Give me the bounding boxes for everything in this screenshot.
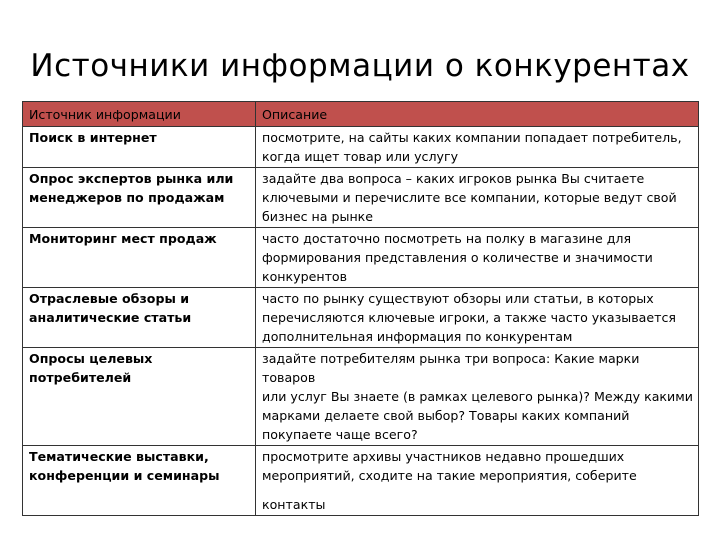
header-description — [256, 102, 699, 127]
slide-title: Источники информации о конкурентах — [30, 48, 690, 84]
source-cell — [23, 288, 256, 348]
description-line: ключевыми и перечислите все компании, которые ведут свой — [262, 190, 677, 205]
description-line: просмотрите архивы участников недавно прошедших — [262, 449, 625, 464]
header-description-label: Описание — [262, 107, 328, 122]
table-row — [23, 228, 699, 288]
description-line — [262, 485, 694, 495]
table-row — [23, 348, 699, 446]
description-line: часто достаточно посмотреть на полку в магазине для — [262, 231, 632, 246]
description-cell — [256, 228, 699, 288]
description-line: задайте два вопроса – каких игроков рынка Вы считаете — [262, 171, 645, 186]
description-line: часто по рынку существуют обзоры или статьи, в которых — [262, 291, 654, 306]
source-cell — [23, 228, 256, 288]
source-cell — [23, 348, 256, 446]
source-line: Тематические выставки, — [29, 449, 209, 464]
source-line: Отраслевые обзоры и — [29, 291, 190, 306]
header-source-label: Источник информации — [29, 107, 181, 122]
source-line: аналитические статьи — [29, 310, 192, 325]
source-cell — [23, 127, 256, 168]
source-cell — [23, 446, 256, 516]
description-line: перечисляются ключевые игроки, а также часто указывается — [262, 310, 676, 325]
source-line: менеджеров по продажам — [29, 190, 225, 205]
table-row — [23, 288, 699, 348]
source-cell — [23, 168, 256, 228]
table-body — [23, 127, 699, 516]
source-line: Опросы целевых потребителей — [29, 351, 153, 385]
description-line: контакты — [262, 497, 326, 512]
source-line: Опрос экспертов рынка или — [29, 171, 234, 186]
header-source — [23, 102, 256, 127]
table-row — [23, 127, 699, 168]
description-line: марками делаете свой выбор? Товары каких компаний — [262, 408, 630, 423]
source-line: конференции и семинары — [29, 468, 220, 483]
description-line: покупаете чаще всего? — [262, 427, 418, 442]
description-cell — [256, 127, 699, 168]
description-line: задайте потребителям рынка три вопроса: Какие марки товаров — [262, 351, 640, 385]
competitor-sources-table — [22, 101, 699, 516]
description-line: посмотрите, на сайты каких компании попадает потребитель, — [262, 130, 682, 145]
description-cell — [256, 348, 699, 446]
source-line: Поиск в интернет — [29, 130, 157, 145]
table-header-row — [23, 102, 699, 127]
table-row — [23, 168, 699, 228]
description-line: когда ищет товар или услугу — [262, 149, 459, 164]
description-line: мероприятий, сходите на такие мероприятия, соберите — [262, 468, 637, 483]
table-row — [23, 446, 699, 516]
description-line: бизнес на рынке — [262, 209, 374, 224]
description-line: или услуг Вы знаете (в рамках целевого рынка)? Между какими — [262, 389, 693, 404]
description-line: дополнительная информация по конкурентам — [262, 329, 573, 344]
description-line: конкурентов — [262, 269, 348, 284]
source-line: Мониторинг мест продаж — [29, 231, 217, 246]
description-cell — [256, 288, 699, 348]
description-cell — [256, 168, 699, 228]
description-line: формирования представления о количестве и значимости — [262, 250, 653, 265]
description-cell — [256, 446, 699, 516]
